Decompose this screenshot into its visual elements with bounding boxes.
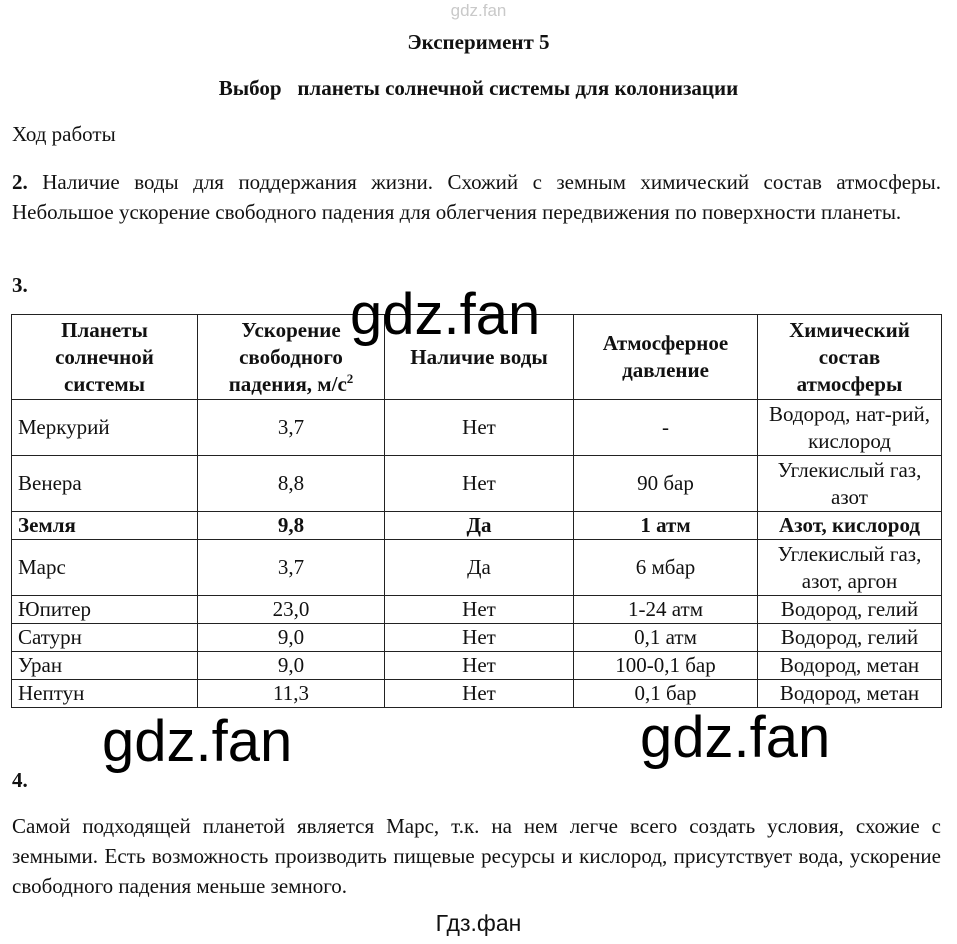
cell-gravity: 9,0 [198, 624, 385, 652]
cell-composition: Водород, нат-рий, кислород [758, 400, 942, 456]
cell-planet: Венера [12, 456, 198, 512]
table-row [12, 596, 942, 624]
table-row [12, 652, 942, 680]
cell-composition: Водород, метан [758, 652, 942, 680]
cell-planet: Земля [12, 512, 198, 540]
cell-composition: Углекислый газ, азот [758, 456, 942, 512]
table-row [12, 512, 942, 540]
table-row [12, 624, 942, 652]
table-row [12, 680, 942, 708]
item-3-number: 3. [12, 273, 28, 297]
cell-pressure: 6 мбар [574, 540, 758, 596]
header-water: Наличие воды [385, 315, 574, 400]
cell-pressure: 0,1 атм [574, 624, 758, 652]
cell-gravity: 8,8 [198, 456, 385, 512]
cell-planet: Уран [12, 652, 198, 680]
watermark-large-1: gdz.fan [350, 282, 541, 347]
item-2-number: 2. [12, 170, 28, 194]
cell-gravity: 11,3 [198, 680, 385, 708]
cell-composition: Водород, гелий [758, 624, 942, 652]
cell-gravity: 3,7 [198, 540, 385, 596]
cell-gravity: 9,0 [198, 652, 385, 680]
cell-pressure: - [574, 400, 758, 456]
cell-water: Нет [385, 456, 574, 512]
item-2-text: Наличие воды для поддержания жизни. Схожий с земным химический состав атмосферы. Небольшое ускорение свободного падения для облегчения передвижения по поверхности планеты. [12, 170, 941, 224]
planets-table [11, 314, 942, 708]
cell-gravity: 3,7 [198, 400, 385, 456]
header-composition: Химический состав атмосферы [758, 315, 942, 400]
table-row [12, 540, 942, 596]
cell-gravity: 23,0 [198, 596, 385, 624]
watermark-top: gdz.fan [450, 1, 507, 20]
cell-pressure: 100-0,1 бар [574, 652, 758, 680]
document-subtitle: Выбор планеты солнечной системы для колонизации [218, 76, 739, 100]
item-4-number: 4. [12, 768, 28, 792]
cell-pressure: 90 бар [574, 456, 758, 512]
cell-water: Да [385, 512, 574, 540]
item-2 [12, 167, 941, 227]
watermark-bottom: Гдз.фан [435, 910, 522, 936]
cell-composition: Азот, кислород [758, 512, 942, 540]
table-row [12, 456, 942, 512]
cell-water: Нет [385, 652, 574, 680]
item-4-text: Самой подходящей планетой является Марс, т.к. на нем легче всего создать условия, схожие с земными. Есть возможность производить пищевые ресурсы и кислород, присутствует вода, ускорение свободного падения меньше земного. [12, 814, 941, 898]
section-label: Ход работы [12, 122, 116, 146]
cell-composition: Углекислый газ, азот, аргон [758, 540, 942, 596]
header-planet: Планеты солнечной системы [12, 315, 198, 400]
header-gravity-superscript: 2 [346, 370, 354, 386]
watermark-large-2: gdz.fan [102, 709, 293, 774]
watermark-large-3: gdz.fan [640, 705, 831, 770]
document-title: Эксперимент 5 [407, 30, 550, 54]
cell-composition: Водород, гелий [758, 596, 942, 624]
cell-composition: Водород, метан [758, 680, 942, 708]
cell-pressure: 1-24 атм [574, 596, 758, 624]
cell-planet: Марс [12, 540, 198, 596]
table-row [12, 400, 942, 456]
cell-planet: Меркурий [12, 400, 198, 456]
header-pressure: Атмосферное давление [574, 315, 758, 400]
cell-gravity: 9,8 [198, 512, 385, 540]
cell-water: Нет [385, 596, 574, 624]
cell-planet: Юпитер [12, 596, 198, 624]
cell-water: Да [385, 540, 574, 596]
header-gravity-label: Ускорение свободного падения, м/с [228, 317, 347, 396]
cell-pressure: 1 атм [574, 512, 758, 540]
cell-pressure: 0,1 бар [574, 680, 758, 708]
cell-planet: Нептун [12, 680, 198, 708]
cell-water: Нет [385, 400, 574, 456]
cell-planet: Сатурн [12, 624, 198, 652]
cell-water: Нет [385, 624, 574, 652]
cell-water: Нет [385, 680, 574, 708]
